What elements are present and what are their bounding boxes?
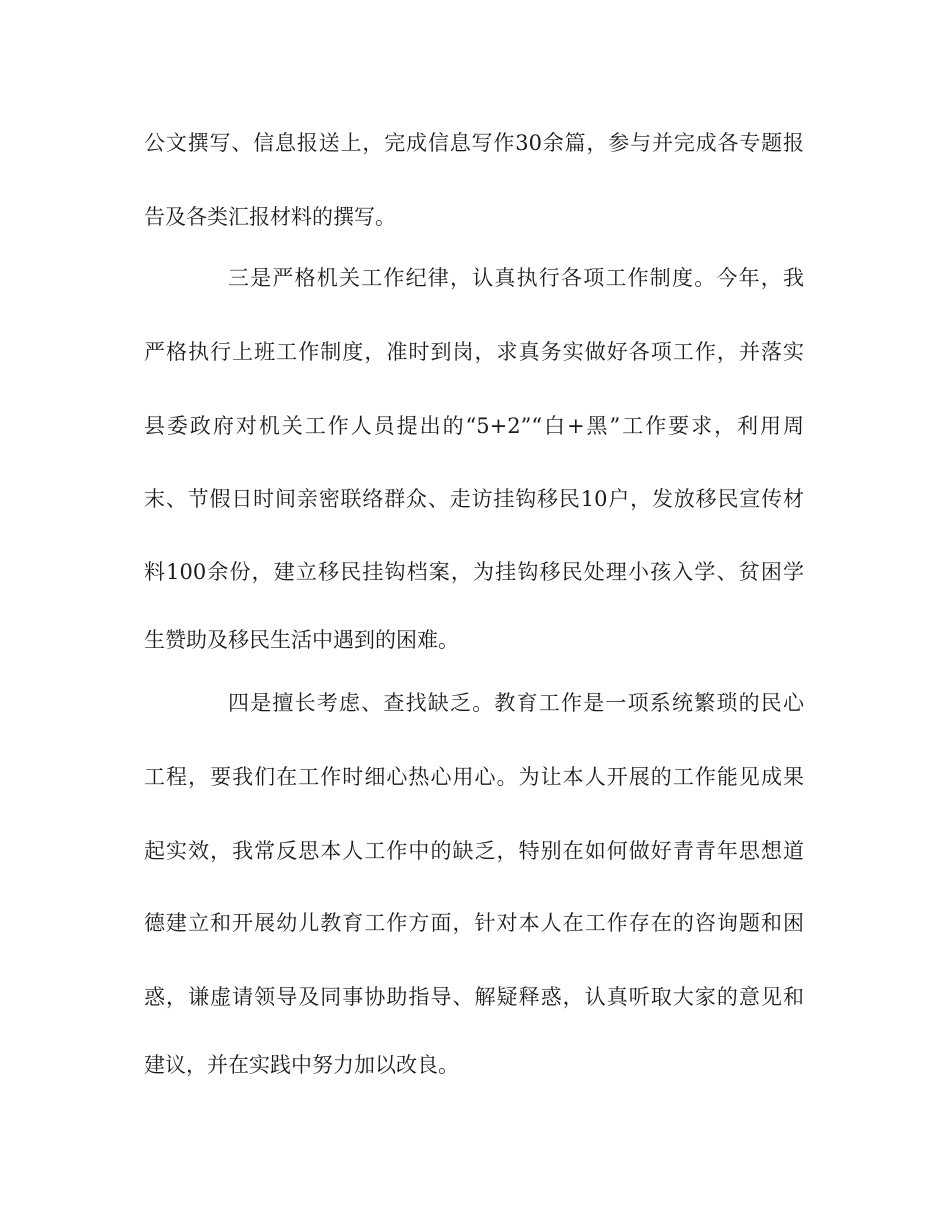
text-line: 严格执行上班工作制度，准时到岗，求真务实做好各项工作，并落实 [144,340,804,364]
text-line: 公文撰写、信息报送上，完成信息写作30余篇，参与并完成各专题报 [144,131,804,155]
text-line: 县委政府对机关工作人员提出的“5+2”“白+黑”工作要求，利用周 [144,414,804,438]
text-line: 料100余份，建立移民挂钩档案，为挂钩移民处理小孩入学、贫困学 [144,560,804,584]
paragraph-start-line: 三是严格机关工作纪律，认真执行各项工作制度。今年，我 [228,266,804,290]
text-line: 工程，要我们在工作时细心热心用心。为让本人开展的工作能见成果 [144,765,804,789]
text-line: 起实效，我常反思本人工作中的缺乏，特别在如何做好青青年思想道 [144,839,804,863]
text-line: 德建立和开展幼儿教育工作方面，针对本人在工作存在的咨询题和困 [144,911,804,935]
text-line: 末、节假日时间亲密联络群众、走访挂钩移民10户，发放移民宣传材 [144,487,804,511]
text-line: 生赞助及移民生活中遇到的困难。 [144,628,459,652]
paragraph-start-line: 四是擅长考虑、查找缺乏。教育工作是一项系统繁琐的民心 [228,691,804,715]
text-line: 惑，谦虚请领导及同事协助指导、解疑释惑，认真听取大家的意见和 [144,985,804,1009]
text-line: 告及各类汇报材料的撰写。 [144,205,396,229]
text-line: 建议，并在实践中努力加以改良。 [144,1053,459,1077]
